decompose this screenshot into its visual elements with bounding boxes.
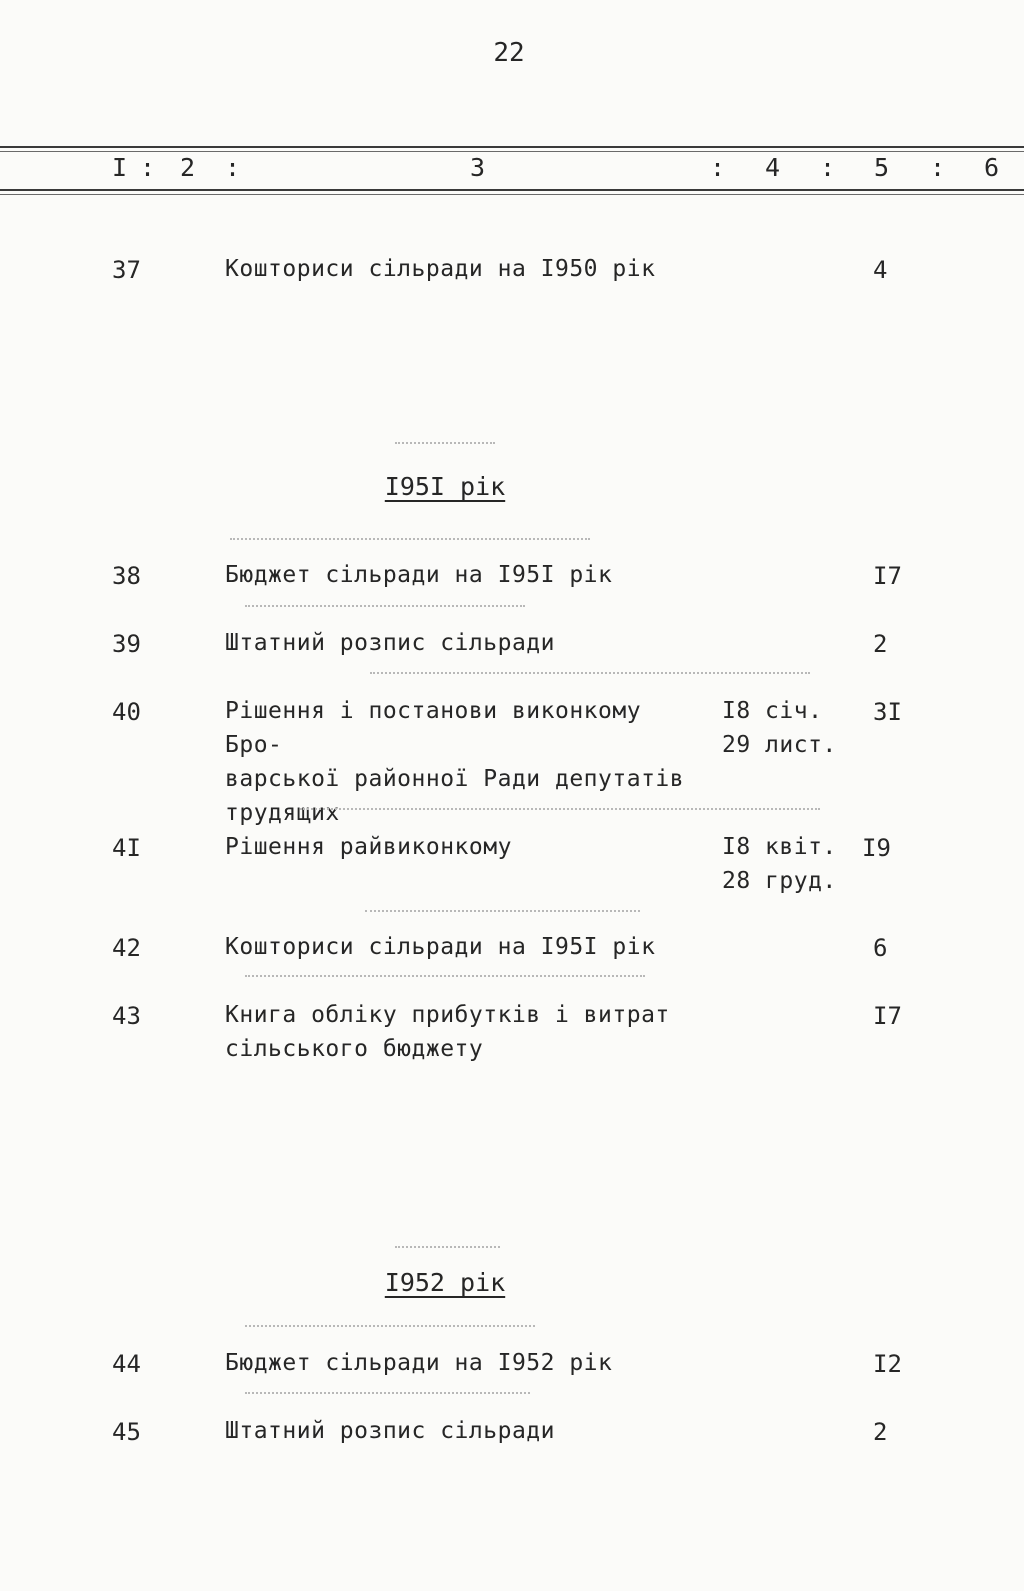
- entry-number: 39: [112, 630, 141, 658]
- entry-sheets: 3І: [873, 698, 902, 726]
- entry-title: Кошториси сільради на І950 рік: [225, 256, 656, 282]
- header-col-2: 2: [180, 153, 196, 182]
- header-separator: :: [710, 153, 726, 182]
- decorative-dots: [245, 1325, 535, 1328]
- entry-title-line: Рішення і постанови виконкому Бро-: [225, 698, 642, 758]
- entry-title: Штатний розпис сільради: [225, 1418, 555, 1444]
- header-col-3: 3: [470, 153, 486, 182]
- page-number: 22: [493, 38, 525, 68]
- header-rule-bottom: [0, 189, 1024, 191]
- entry-number: 38: [112, 562, 141, 590]
- entry-number: 37: [112, 256, 141, 284]
- entry-number: 42: [112, 934, 141, 962]
- decorative-dots: [395, 442, 495, 445]
- entry-sheets: 6: [873, 934, 888, 962]
- entry-number: 45: [112, 1418, 141, 1446]
- entry-title: Кошториси сільради на І95І рік: [225, 934, 656, 960]
- header-separator: :: [930, 153, 946, 182]
- entry-sheets: 2: [873, 630, 888, 658]
- header-col-1: I: [112, 153, 128, 182]
- header-col-5: 5: [874, 153, 890, 182]
- decorative-dots: [245, 975, 645, 978]
- header-separator: :: [820, 153, 836, 182]
- entry-date-end: 29 лист.: [722, 732, 837, 758]
- entry-title: Рішення райвиконкому: [225, 834, 512, 860]
- decorative-dots: [230, 538, 590, 541]
- entry-title-line: варської районної Ради депутатів: [225, 766, 685, 792]
- entry-title-line: Книга обліку прибутків і витрат: [225, 1002, 670, 1028]
- entry-sheets: І2: [873, 1350, 902, 1378]
- entry-title: Бюджет сільради на І952 рік: [225, 1350, 613, 1376]
- entry-number: 40: [112, 698, 141, 726]
- entry-title: Бюджет сільради на І95І рік: [225, 562, 613, 588]
- entry-sheets: І7: [873, 1002, 902, 1030]
- entry-date-start: І8 січ.: [722, 698, 823, 724]
- decorative-dots: [365, 910, 640, 913]
- entry-title: Штатний розпис сільради: [225, 630, 555, 656]
- entry-sheets: 4: [873, 256, 888, 284]
- header-separator: :: [140, 153, 156, 182]
- entry-sheets: І9: [862, 834, 891, 862]
- entry-date-start: І8 квіт.: [722, 834, 837, 860]
- entry-number: 4І: [112, 834, 141, 862]
- header-col-4: 4: [765, 153, 781, 182]
- year-heading-1951: І95І рік: [384, 472, 506, 501]
- entry-sheets: І7: [873, 562, 902, 590]
- entry-number: 44: [112, 1350, 141, 1378]
- header-rule-bottom-thin: [0, 194, 1024, 195]
- header-rule-top: [0, 146, 1024, 148]
- entry-date-end: 28 груд.: [722, 868, 837, 894]
- decorative-dots: [245, 1392, 530, 1395]
- header-rule-top-thin: [0, 151, 1024, 152]
- decorative-dots: [395, 1246, 500, 1249]
- header-col-6: 6: [984, 153, 1000, 182]
- decorative-dots: [370, 672, 810, 675]
- year-heading-1952: І952 рік: [384, 1268, 506, 1297]
- header-separator: :: [225, 153, 241, 182]
- decorative-dots: [300, 808, 820, 811]
- decorative-dots: [245, 605, 525, 608]
- entry-title-line: трудящих: [225, 800, 340, 826]
- entry-title: [225, 998, 705, 1066]
- entry-number: 43: [112, 1002, 141, 1030]
- entry-sheets: 2: [873, 1418, 888, 1446]
- entry-title-line: сільського бюджету: [225, 1036, 484, 1062]
